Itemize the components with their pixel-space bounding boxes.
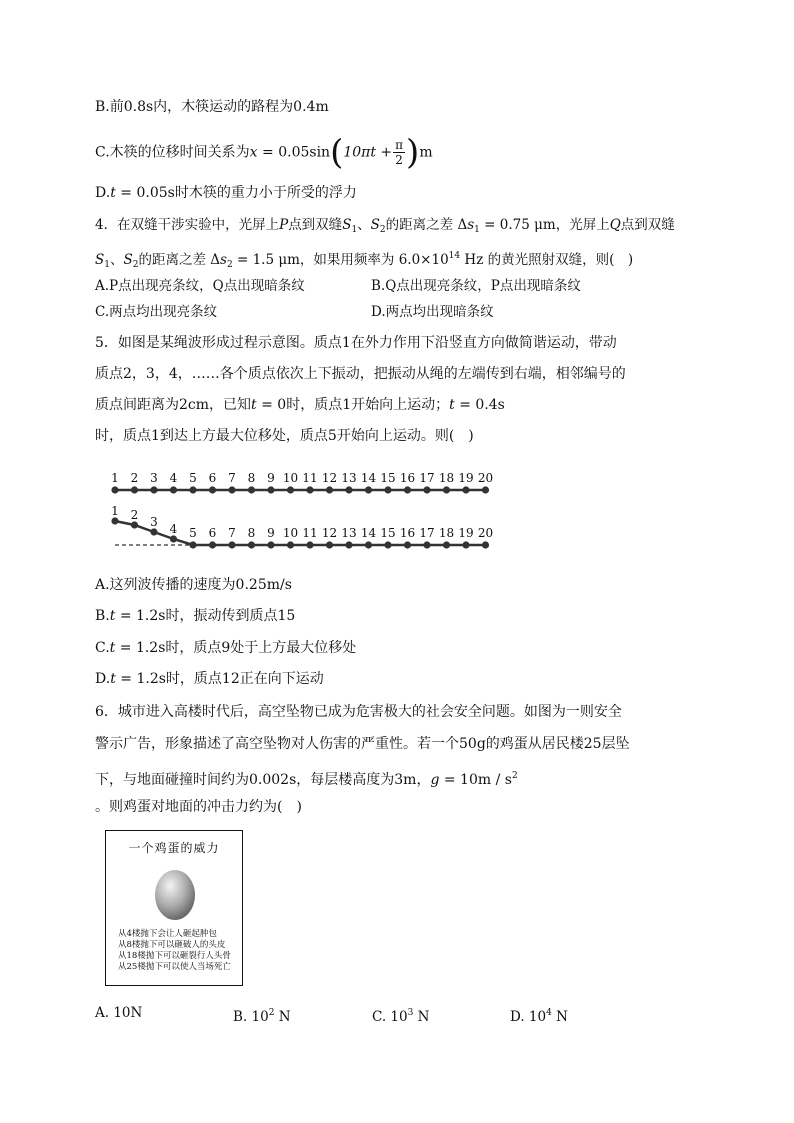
q6-stem-line2: 警示广告，形象描述了高空坠物对人伤害的严重性。若一个50g的鸡蛋从居民楼25层坠 [95,736,630,752]
rope-initial-state [111,471,493,494]
rope-particle [209,486,216,493]
particle-label: 18 [438,526,455,540]
rope-particle [248,541,255,548]
rope-particle [326,486,333,493]
q5-option-c: C.t = 1.2s时，质点9处于上方最大位移处 [95,640,357,656]
q5-stem-line1: 5．如图是某绳波形成过程示意图。质点1在外力作用下沿竖直方向做简谐运动，带动 [95,335,617,351]
particle-label: 11 [302,471,318,485]
rope-particle [150,528,157,535]
particle-label: 7 [228,471,236,485]
particle-label: 14 [360,471,377,485]
rope-state-t0.4s [111,504,493,549]
rope-particle [248,486,255,493]
particle-label: 6 [208,526,217,540]
rope-particle [326,541,333,548]
rope-particle [365,541,372,548]
particle-label: 13 [341,526,357,540]
rope-particle [189,541,196,548]
particle-label: 16 [399,526,416,540]
particle-label: 9 [267,471,275,485]
q6-stem-line3: 下，与地面碰撞时间约为0.002s，每层楼高度为3m，$g = 10m / s^2$ [95,771,518,788]
rope-wave-figure [100,460,500,560]
particle-label: 8 [247,526,256,540]
particle-label: 18 [438,471,455,485]
rope-particle [189,486,196,493]
rope-particle [131,486,138,493]
rope-particle [306,486,313,493]
poster-line: 从25楼抛下可以使人当场死亡 [118,962,231,972]
particle-label: 17 [419,526,435,540]
rope-particle [365,486,372,493]
particle-label: 2 [130,471,139,485]
q5-stem-line2: 质点2，3，4，……各个质点依次上下振动，把振动从绳的左端传到右端，相邻编号的 [95,366,626,382]
rope-particle [404,486,411,493]
q6-option-a: A. 10N [95,1005,143,1021]
rope-particle [482,541,489,548]
particle-label: 12 [321,526,338,540]
rope-particle [170,486,177,493]
q6-stem-line1: 6．城市进入高楼时代后，高空坠物已成为危害极大的社会安全问题。如图为一则安全 [95,704,622,720]
q4-option-b: B.Q点出现亮条纹，P点出现暗条纹 [371,278,581,294]
particle-label: 10 [282,526,299,540]
rope-particle [228,486,235,493]
rope-particle [345,541,352,548]
poster-line: 从4楼抛下会让人砸起肿包 [118,929,217,939]
rope-particle [384,541,391,548]
particle-label: 8 [247,471,256,485]
q3-option-d: D.t = 0.05s时木筷的重力小于所受的浮力 [95,185,357,201]
particle-label: 15 [380,526,396,540]
particle-label: 13 [341,471,357,485]
rope-particle [443,486,450,493]
particle-label: 19 [458,471,474,485]
rope-particle [462,486,469,493]
particle-label: 17 [419,471,435,485]
rope-particle [404,541,411,548]
q5-stem-line4: 时，质点1到达上方最大位移处，质点5开始向上运动。则( ) [95,428,474,444]
particle-label: 20 [477,526,494,540]
particle-label: 11 [302,526,318,540]
rope-particle [111,486,118,493]
rope-particle [423,541,430,548]
particle-label: 4 [169,522,178,536]
poster-line: 从8楼抛下可以砸破人的头皮 [118,940,226,950]
rope-particle [306,541,313,548]
rope-particle [267,541,274,548]
rope-particle [267,486,274,493]
particle-label: 19 [458,526,474,540]
q4-option-a: A.P点出现亮条纹，Q点出现暗条纹 [95,278,305,294]
particle-label: 14 [360,526,377,540]
q4-option-d: D.两点均出现暗条纹 [371,304,494,320]
q6-option-c: C. $10^3$ N [372,1008,430,1025]
particle-label: 16 [399,471,416,485]
q5-stem-line3: 质点间距离为2cm，已知t = 0时，质点1开始向上运动；t = 0.4s [95,397,505,413]
particle-label: 10 [282,471,299,485]
particle-label: 4 [169,471,178,485]
particle-label: 7 [228,526,236,540]
rope-particle [384,486,391,493]
rope-particle [228,541,235,548]
particle-label: 20 [477,471,494,485]
rope-particle [482,486,489,493]
rope-particle [462,541,469,548]
particle-label: 6 [208,471,217,485]
poster-title: 一个鸡蛋的威力 [128,841,220,855]
rope-particle [111,517,118,524]
q3-option-b: B.前0.8s内，木筷运动的路程为0.4m [95,99,329,115]
q6-option-b: B. $10^2$ N [233,1008,291,1025]
particle-label: 5 [189,471,197,485]
rope-particle [287,541,294,548]
q3-option-c: C.木筷的位移时间关系为x = 0.05sin(10πt + $\frac{\pi}{2}$ )m [95,132,433,173]
q6-option-d: D. $10^4$ N [510,1008,568,1025]
rope-particle [209,541,216,548]
rope-particle [150,486,157,493]
particle-label: 12 [321,471,338,485]
particle-label: 2 [130,508,139,522]
q6-stem-line4: 。则鸡蛋对地面的冲击力约为( ) [95,799,302,815]
particle-label: 15 [380,471,396,485]
q5-option-d: D.t = 1.2s时，质点12正在向下运动 [95,671,324,687]
egg-image [152,865,198,921]
rope-particle [131,521,138,528]
fraction: $\frac{\pi}{2}$ [395,138,404,167]
rope-particle [287,486,294,493]
q4-option-c: C.两点均出现亮条纹 [95,304,218,320]
particle-label: 3 [150,471,158,485]
q5-option-b: B.t = 1.2s时，振动传到质点15 [95,608,296,624]
particle-label: 5 [189,526,197,540]
q4-stem-line2: $S_1$、$S_2$的距离之差 $\Delta s_2 = 1.5$ μm，如果用频率为 $6.0\times 10^{14}$ Hz 的黄光照射双缝，则( ) [95,251,634,270]
poster-line: 从18楼抛下可以砸裂行人头骨 [118,951,231,961]
particle-label: 9 [267,526,275,540]
rope-particle [423,486,430,493]
rope-particle [170,535,177,542]
rope-particle [345,486,352,493]
particle-label: 1 [111,471,119,485]
q4-stem-line1: 4．在双缝干涉实验中，光屏上P点到双缝$S_1$、$S_2$的距离之差 $\Delta s_1 = 0.75$ μm，光屏上Q点到双缝 [95,217,675,235]
particle-label: 3 [150,515,158,529]
q5-option-a: A.这列波传播的速度为0.25m/s [95,577,292,593]
rope-particle [443,541,450,548]
egg-warning-poster [105,830,243,986]
particle-label: 1 [111,504,119,518]
